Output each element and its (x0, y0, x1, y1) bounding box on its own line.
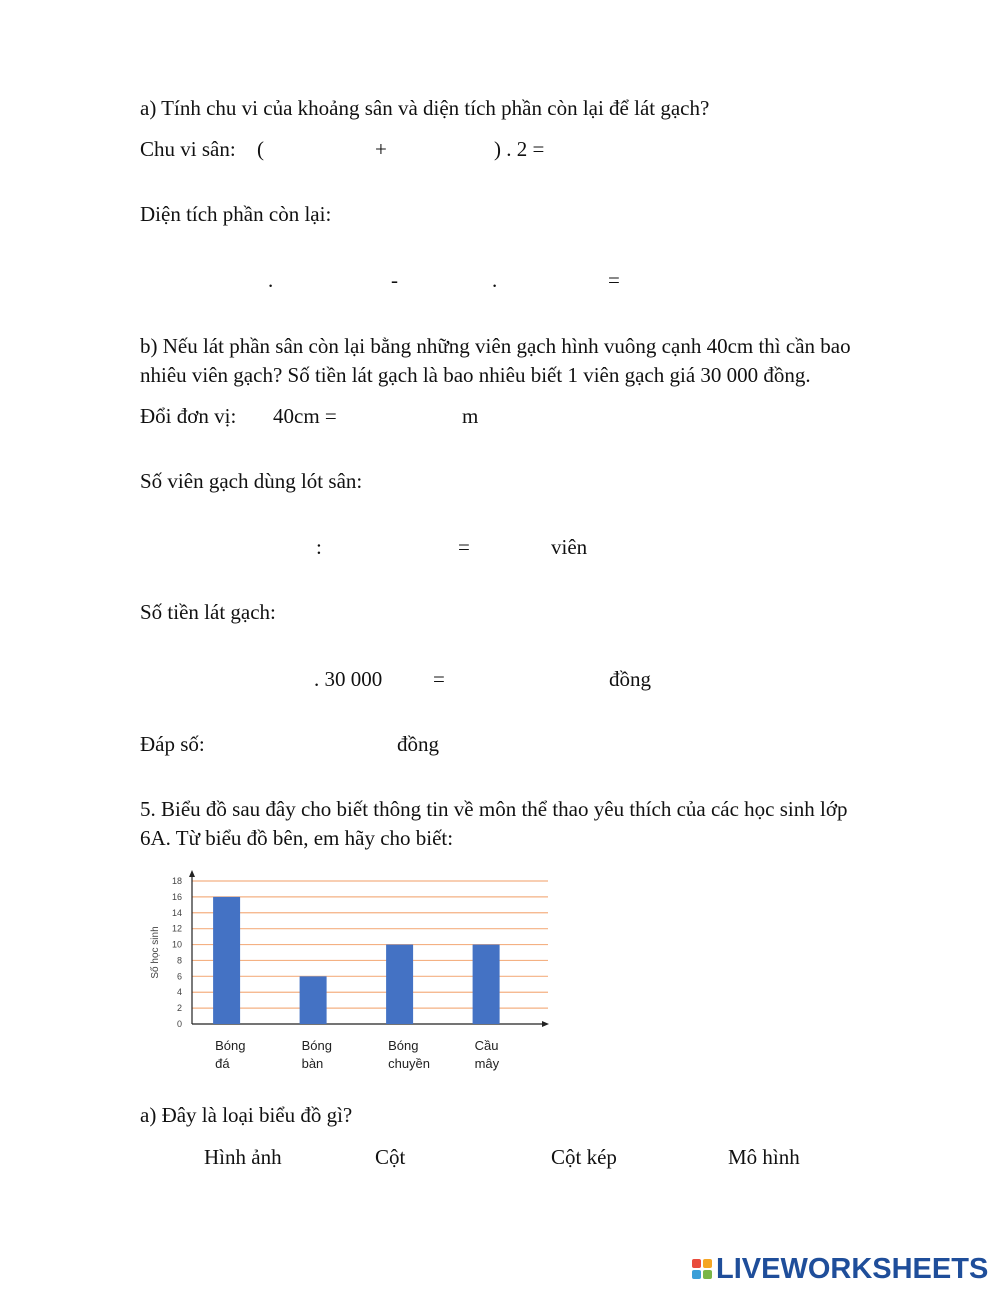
perimeter-result-input[interactable] (556, 136, 676, 163)
perimeter-label: Chu vi sân: (140, 137, 236, 161)
cost-label: Số tiền lát gạch: (140, 600, 276, 624)
x-tick-label: Bóng (388, 1038, 419, 1053)
answer-label: Đáp số: (140, 732, 205, 756)
liveworksheets-logo (692, 1254, 988, 1284)
x-tick-label: chuyền (388, 1056, 431, 1071)
tiles-equals: = (458, 535, 470, 559)
x-tick-label: bàn (301, 1056, 324, 1071)
cost-tiles-input[interactable] (190, 666, 308, 693)
answer-input[interactable] (225, 731, 390, 758)
question-b-line2: nhiêu viên gạch? Số tiền lát gạch là bao nhiêu biết 1 viên gạch giá 30 000 đồng. (140, 363, 811, 387)
area-result-input[interactable] (628, 267, 758, 294)
x-tick-label: mây (474, 1056, 500, 1071)
bar (473, 945, 500, 1024)
area-equals: = (608, 268, 620, 292)
tiles-tile-area-input[interactable] (330, 534, 450, 561)
question-a-text: a) Tính chu vi của khoảng sân và diện tích phần còn lại để lát gạch? (140, 96, 710, 120)
y-axis-arrow (189, 870, 195, 877)
question5-line1: 5. Biểu đồ sau đây cho biết thông tin về môn thể thao yêu thích của các học sinh lớp (140, 797, 848, 821)
x-axis-arrow (542, 1021, 549, 1027)
answer-unit: đồng (397, 732, 439, 756)
bar (386, 945, 413, 1024)
perimeter-length-input[interactable] (272, 136, 367, 163)
brand-name: LIVEWORKSHEETS (716, 1252, 989, 1285)
cost-unit: đồng (609, 667, 651, 691)
perimeter-width-input[interactable] (395, 136, 490, 163)
bar (300, 976, 327, 1024)
tiles-area-input[interactable] (190, 534, 310, 561)
question5-sub-a: a) Đây là loại biểu đồ gì? (140, 1103, 353, 1127)
y-tick-label: 10 (171, 939, 182, 950)
y-axis-label: Số học sinh (150, 926, 161, 979)
x-tick-label: đá (215, 1056, 230, 1071)
area-dot2: . (492, 268, 498, 292)
remaining-area-label: Diện tích phần còn lại: (140, 202, 332, 226)
area-factor1-input[interactable] (160, 267, 260, 294)
y-tick-label: 14 (171, 907, 182, 918)
convert-result-input[interactable] (355, 403, 455, 430)
area-factor3-input[interactable] (405, 267, 485, 294)
tiles-divide: : (316, 535, 322, 559)
y-tick-label: 12 (171, 923, 182, 934)
perimeter-close: ) . 2 = (494, 137, 545, 161)
perimeter-open-paren: ( (257, 137, 264, 161)
y-tick-label: 16 (171, 891, 182, 902)
bar (213, 897, 240, 1024)
tiles-unit: viên (551, 535, 588, 559)
area-minus: - (391, 268, 398, 292)
y-tick-label: 18 (171, 876, 182, 886)
option-cot[interactable]: Cột (375, 1145, 406, 1169)
convert-unit: m (462, 404, 479, 428)
question-b-line1: b) Nếu lát phần sân còn lại bằng những viên gạch hình vuông cạnh 40cm thì cần bao (140, 334, 851, 358)
y-tick-label: 8 (176, 955, 182, 966)
logo-icon (692, 1259, 712, 1279)
convert-label: Đổi đơn vị: (140, 404, 237, 428)
x-tick-label: Bóng (215, 1038, 246, 1053)
perimeter-plus: + (375, 137, 387, 161)
y-tick-label: 0 (176, 1019, 182, 1029)
x-tick-label: Cầu (474, 1038, 499, 1053)
x-tick-label: Bóng (301, 1038, 332, 1053)
tiles-label: Số viên gạch dùng lót sân: (140, 469, 363, 493)
y-tick-label: 2 (176, 1003, 182, 1014)
area-factor4-input[interactable] (505, 267, 600, 294)
y-tick-label: 4 (176, 987, 182, 998)
cost-multiplier: . 30 000 (314, 667, 383, 691)
cost-result-input[interactable] (455, 666, 600, 693)
option-mo-hinh[interactable]: Mô hình (728, 1145, 800, 1169)
convert-value: 40cm = (273, 404, 337, 428)
area-dot1: . (268, 268, 274, 292)
option-hinh-anh[interactable]: Hình ảnh (204, 1145, 282, 1169)
option-cot-kep[interactable]: Cột kép (551, 1145, 617, 1169)
question5-line2: 6A. Từ biểu đồ bên, em hãy cho biết: (140, 826, 454, 850)
sports-bar-chart (140, 866, 560, 1086)
area-factor2-input[interactable] (280, 267, 380, 294)
y-tick-label: 6 (176, 971, 182, 982)
tiles-result-input[interactable] (478, 534, 546, 561)
cost-equals: = (433, 667, 445, 691)
